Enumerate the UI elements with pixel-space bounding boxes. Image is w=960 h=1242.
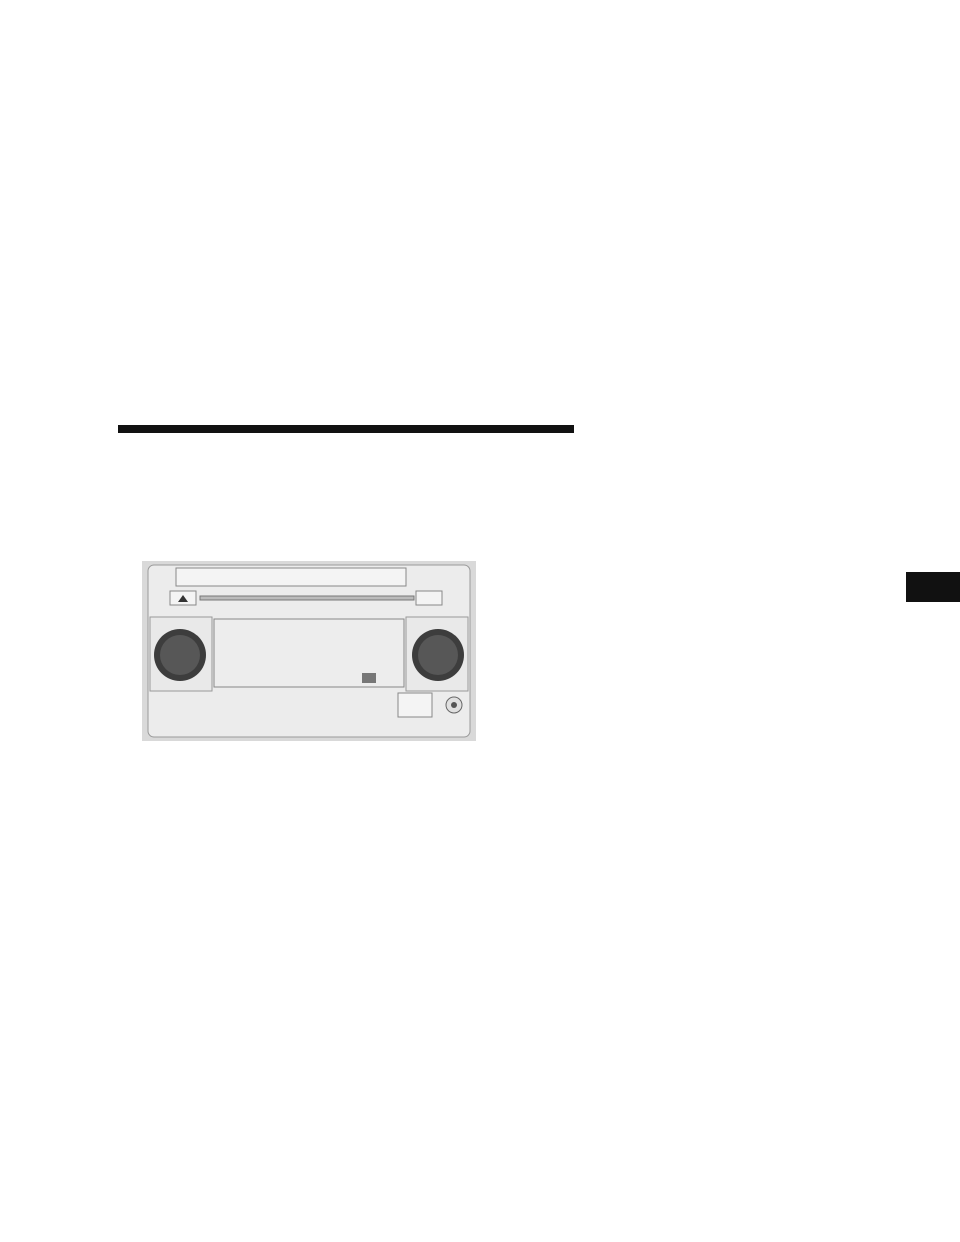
header-rule — [118, 425, 574, 433]
chapter-tab — [906, 572, 960, 602]
note-paragraph — [118, 464, 478, 487]
radio-faceplate-illustration — [142, 561, 476, 741]
right-column — [521, 452, 899, 495]
cd-logo — [362, 673, 376, 683]
cd-slot — [200, 596, 414, 600]
set-rnd-button — [398, 693, 432, 717]
aux-jack-hole — [451, 702, 457, 708]
volume-knob-face — [160, 635, 200, 675]
time-button — [416, 591, 442, 605]
tune-knob-face — [418, 635, 458, 675]
running-header — [583, 421, 593, 435]
left-column — [118, 452, 478, 487]
top-button-row — [176, 568, 406, 586]
note-paragraph-right — [521, 462, 899, 485]
